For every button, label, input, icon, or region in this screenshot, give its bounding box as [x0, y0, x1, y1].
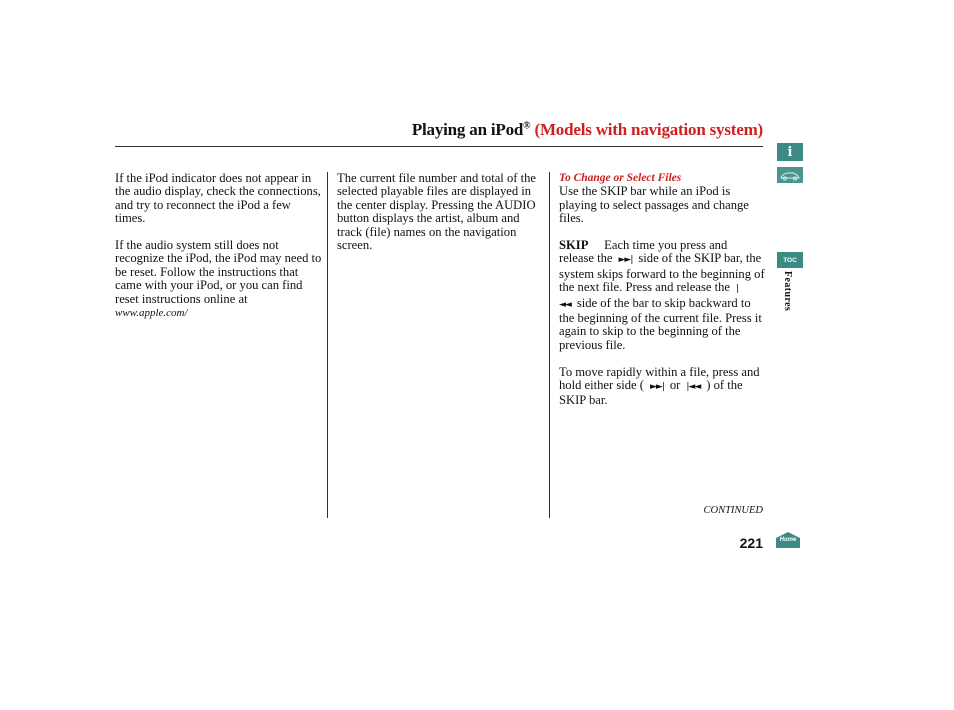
skip-label: SKIP	[559, 238, 589, 253]
navigation-tab[interactable]	[777, 167, 803, 183]
home-button[interactable]	[774, 531, 802, 549]
skip-back-icon: |◄◄	[559, 284, 739, 310]
info-icon: i	[787, 144, 793, 160]
section-label: Features	[782, 271, 793, 312]
page-number: 221	[739, 535, 763, 551]
column-3	[559, 172, 765, 421]
skip-back-icon: |◄◄	[686, 382, 701, 393]
column-1	[115, 172, 323, 334]
skip-forward-icon: ►►|	[649, 382, 664, 393]
home-label: Home	[779, 537, 797, 543]
column-divider	[549, 172, 550, 518]
paragraph: The current file number and total of the selected playable files are displayed in the center display. Pressing the AUDIO button displays the artist, album and track (file) names on the navigation screen.	[337, 171, 536, 253]
paragraph: If the audio system still does not recognize the iPod, the iPod may need to be reset. Follow the instructions that came with your iPod, or you can find reset instructions online at www.apple.com/	[115, 238, 322, 320]
info-tab[interactable]	[777, 143, 803, 161]
header-rule	[115, 146, 763, 147]
paragraph: To move rapidly within a file, press and hold either side ( ►►| or |◄◄ ) of the SKIP bar.	[559, 364, 760, 408]
column-divider	[327, 172, 328, 518]
toc-tab[interactable]	[777, 252, 803, 268]
paragraph: Use the SKIP bar while an iPod is playing to select passages and change files.	[559, 184, 749, 226]
column-2	[337, 172, 542, 266]
skip-paragraph: SKIP Each time you press and release the ►►| side of the SKIP bar, the system skips forward to the beginning of the next file. Press and release the |◄◄ side of the bar to skip backward to the beginning of the current file. Press it again to skip to the beginning of the previous file.	[559, 238, 765, 352]
paragraph: If the iPod indicator does not appear in the audio display, check the connections, and try to reconnect the iPod a few times.	[115, 171, 321, 226]
apple-url: www.apple.com/	[115, 307, 188, 320]
page-title: Playing an iPod® (Models with navigation system)	[411, 120, 763, 139]
toc-label: TOC	[783, 256, 797, 264]
continued-note: CONTINUED	[703, 505, 763, 516]
subheading: To Change or Select Files	[559, 172, 682, 184]
car-icon	[779, 169, 801, 181]
skip-forward-icon: ►►|	[618, 255, 633, 266]
